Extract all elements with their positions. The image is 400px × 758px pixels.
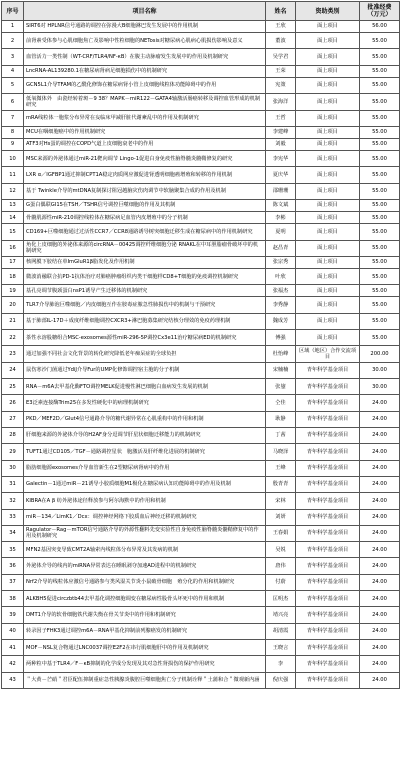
cell-amount: 55.00	[360, 224, 400, 240]
cell-name: 张宗秀	[266, 256, 296, 268]
cell-amount: 55.00	[360, 200, 400, 212]
table-row	[2, 558, 400, 574]
table-row	[2, 94, 400, 110]
cell-index: 10	[2, 151, 24, 167]
cell-amount: 55.00	[360, 285, 400, 297]
cell-amount: 55.00	[360, 110, 400, 126]
cell-project-title: MSC来源的外泌体通过miR-21靶向调节 Lingo-1促进白身免疫性脑脊髓炎髓鞘修复的研究	[24, 151, 266, 167]
table-row	[2, 240, 400, 256]
cell-category: 青年科学基金项目	[296, 395, 360, 411]
cell-name: 唐伟	[266, 558, 296, 574]
cell-amount: 55.00	[360, 167, 400, 183]
cell-category: 青年科学基金项目	[296, 542, 360, 558]
table-row	[2, 379, 400, 395]
cell-name: 耿静	[266, 411, 296, 427]
cell-name: 王晓言	[266, 640, 296, 656]
cell-amount: 24.00	[360, 656, 400, 672]
cell-category: 青年科学基金项目	[296, 460, 360, 476]
cell-project-title: 骨髓肌源性miR-210调控线粒体在糖尿病足血管内皮增殖中的分子机制	[24, 212, 266, 224]
table-row	[2, 65, 400, 77]
cell-name: 张福杰	[266, 285, 296, 297]
table-row	[2, 285, 400, 297]
cell-name: 李建峰	[266, 126, 296, 138]
cell-name: 张海洋	[266, 94, 296, 110]
cell-index: 40	[2, 623, 24, 639]
cell-amount: 24.00	[360, 574, 400, 590]
cell-name: 吴锐	[266, 542, 296, 558]
table-row	[2, 362, 400, 378]
cell-index: 39	[2, 607, 24, 623]
cell-index: 34	[2, 525, 24, 541]
cell-project-title: Galectin－1通过miR－21诱导小胶质细胞M1极化在糖尿病认知功能障碍中的作用及机制	[24, 476, 266, 492]
table-row	[2, 640, 400, 656]
cell-category: 面上项目	[296, 256, 360, 268]
cell-index: 24	[2, 362, 24, 378]
cell-index: 30	[2, 460, 24, 476]
cell-name: 胡清霞	[266, 623, 296, 639]
cell-name: 丁茜	[266, 427, 296, 443]
cell-index: 43	[2, 672, 24, 688]
table-row	[2, 77, 400, 93]
cell-index: 31	[2, 476, 24, 492]
cell-amount: 55.00	[360, 269, 400, 285]
cell-amount: 24.00	[360, 640, 400, 656]
cell-index: 21	[2, 313, 24, 329]
cell-category: 面上项目	[296, 151, 360, 167]
cell-project-title: RNA－m6A去甲基化酶FTO调控MELK促进慢性淋巴细胞白血病发生发展的机制	[24, 379, 266, 395]
cell-project-title: ATF3对Hs蛋的调控在COPD气道上皮细胞衰老中的作用	[24, 138, 266, 150]
cell-index: 3	[2, 49, 24, 65]
cell-category: 面上项目	[296, 21, 360, 33]
cell-amount: 24.00	[360, 476, 400, 492]
cell-project-title: G蛋白偶联GI15在TSH／TSHR信号调控巨噬细胞的作用及其机制	[24, 200, 266, 212]
cell-name: 匡明杰	[266, 591, 296, 607]
cell-project-title: 外泌体介导的线内的miRNA异常表达在睡眠剥夺加速AD进程中的机制研究	[24, 558, 266, 574]
cell-project-title: MCU在咽细胞癌中的作用机制研究	[24, 126, 266, 138]
cell-index: 42	[2, 656, 24, 672]
table-row	[2, 49, 400, 65]
cell-name: 李彬	[266, 212, 296, 224]
header-amount: 批准经费（万元）	[360, 2, 400, 21]
table-row	[2, 126, 400, 138]
table-row	[2, 313, 400, 329]
cell-project-title: MOF－NSL复合物通过LNC0037调控E2F2在串行肌细胞肝中的作用及机制研究	[24, 640, 266, 656]
cell-amount: 24.00	[360, 558, 400, 574]
cell-index: 36	[2, 558, 24, 574]
cell-project-title: 茶性水溶股糖组合MSC-exosomes源性miR-296-5P调控Cx3e11治疗糖尿病ED的机制研究	[24, 330, 266, 346]
cell-category: 青年科学基金项目	[296, 509, 360, 525]
cell-name: 王荣	[266, 65, 296, 77]
cell-index: 5	[2, 77, 24, 93]
table-row	[2, 21, 400, 33]
cell-index: 15	[2, 224, 24, 240]
table-row	[2, 476, 400, 492]
cell-amount: 24.00	[360, 460, 400, 476]
cell-category: 面上项目	[296, 313, 360, 329]
cell-project-title: mRA线粒体一胞浆分布异常在妄临床甲减肝脏代谢紊乱中的作用及机制研究	[24, 110, 266, 126]
table-row	[2, 297, 400, 313]
cell-index: 2	[2, 33, 24, 49]
cell-name: 宋林	[266, 493, 296, 509]
cell-project-title: 转录因子FHK3通过调控m6A－RNA甲基化抑制前列腺癌发的机制研究	[24, 623, 266, 639]
cell-index: 8	[2, 126, 24, 138]
cell-index: 22	[2, 330, 24, 346]
cell-index: 38	[2, 591, 24, 607]
cell-project-title: E3泛素连接酶Trim25在多发性硬化中的病理机制研究	[24, 395, 266, 411]
table-row	[2, 493, 400, 509]
cell-category: 青年科学基金项目	[296, 379, 360, 395]
cell-amount: 24.00	[360, 623, 400, 639]
table-row	[2, 525, 400, 541]
cell-category: 面上项目	[296, 138, 360, 150]
table-row	[2, 183, 400, 199]
cell-name: 刘妍	[266, 509, 296, 525]
table-row	[2, 591, 400, 607]
cell-index: 26	[2, 395, 24, 411]
cell-index: 25	[2, 379, 24, 395]
cell-project-title: LncRNA-AL139280.1在糖尿病肾病足细胞损伤中的机制研究	[24, 65, 266, 77]
cell-name: 魏成芳	[266, 313, 296, 329]
cell-project-title: miR－134／LimK1／Dcx：调控神经网络下胶质血后神经迁移的机制研究	[24, 509, 266, 525]
cell-amount: 55.00	[360, 256, 400, 268]
cell-name: 傅强	[266, 330, 296, 346]
cell-category: 面上项目	[296, 269, 360, 285]
cell-category: 面上项目	[296, 33, 360, 49]
cell-name: 李	[266, 656, 296, 672]
cell-project-title: 核网膜下胶结在单ImGluR1β脂发化及作用机制	[24, 256, 266, 268]
cell-amount: 55.00	[360, 183, 400, 199]
header-index: 序号	[2, 2, 24, 21]
cell-index: 32	[2, 493, 24, 509]
cell-index: 27	[2, 411, 24, 427]
cell-name: 王哲	[266, 110, 296, 126]
cell-category: 青年科学基金项目	[296, 591, 360, 607]
cell-amount: 55.00	[360, 77, 400, 93]
cell-name: 叶欣	[266, 269, 296, 285]
cell-amount: 24.00	[360, 607, 400, 623]
cell-name: 仝佳	[266, 395, 296, 411]
table-row	[2, 460, 400, 476]
cell-category: 青年科学基金项目	[296, 623, 360, 639]
cell-category: 青年科学基金项目	[296, 574, 360, 590]
cell-project-title: Ragulator－Rag－mTOR信号通路介导的外源性翻料先变实验性自身免疫性脑脊髓炎髓鞘修复中的作用及机制研究	[24, 525, 266, 541]
cell-name: 吴学君	[266, 49, 296, 65]
cell-project-title: CD169+巨噬细胞通过过活性CCR7／CCR8通路诱导树突细胞迁移生成在糖尿病中的作用机制研究	[24, 224, 266, 240]
cell-amount: 55.00	[360, 94, 400, 110]
cell-amount: 55.00	[360, 330, 400, 346]
cell-index: 16	[2, 240, 24, 256]
cell-project-title: 鼠伤寒沙门菌通过YdiJ介导Fur的UMP化修饰调控宿主胞的分子机制	[24, 362, 266, 378]
cell-name: 马晓泽	[266, 444, 296, 460]
cell-index: 7	[2, 110, 24, 126]
table-row	[2, 167, 400, 183]
cell-category: 面上项目	[296, 297, 360, 313]
cell-category: 面上项目	[296, 49, 360, 65]
cell-index: 12	[2, 183, 24, 199]
cell-amount: 24.00	[360, 672, 400, 688]
cell-category: 面上项目	[296, 167, 360, 183]
table-row	[2, 151, 400, 167]
table-row	[2, 672, 400, 688]
cell-name: 杜怡峰	[266, 346, 296, 362]
cell-amount: 56.00	[360, 21, 400, 33]
cell-name: 靖兴亮	[266, 607, 296, 623]
cell-index: 23	[2, 346, 24, 362]
cell-category: 面上项目	[296, 110, 360, 126]
cell-amount: 55.00	[360, 49, 400, 65]
cell-name: 殷青青	[266, 476, 296, 492]
cell-amount: 24.00	[360, 542, 400, 558]
cell-category: 青年科学基金项目	[296, 525, 360, 541]
cell-name: 宋楠楠	[266, 362, 296, 378]
cell-category: 青年科学基金项目	[296, 362, 360, 378]
cell-amount: 24.00	[360, 525, 400, 541]
cell-project-title: 血管活力一类性制（WT-CRF/TLR4/NF-κB）在腹主动脉瘤发生发展中的作用及机制研究	[24, 49, 266, 65]
cell-category: 青年科学基金项目	[296, 558, 360, 574]
cell-category: 青年科学基金项目	[296, 493, 360, 509]
table-row	[2, 444, 400, 460]
cell-amount: 55.00	[360, 313, 400, 329]
cell-category: 面上项目	[296, 65, 360, 77]
cell-index: 11	[2, 167, 24, 183]
cell-category: 青年科学基金项目	[296, 444, 360, 460]
cell-amount: 24.00	[360, 395, 400, 411]
cell-category: 面上项目	[296, 240, 360, 256]
cell-category: 青年科学基金项目	[296, 411, 360, 427]
cell-amount: 24.00	[360, 591, 400, 607]
cell-index: 19	[2, 285, 24, 297]
cell-project-title: 肝细胞来源的外泌体介导的H2AF身分逗调节肝星状细胞迁移能力的机制研究	[24, 427, 266, 443]
table-row	[2, 346, 400, 362]
cell-project-title: 两种粒中基于TLR4／F－κB抑制的化学成分发现及其对急性肾损伤的保护作用研究	[24, 656, 266, 672]
cell-name: 王峰	[266, 460, 296, 476]
cell-project-title: 基于 Twinkle介导的mtDNA复制探讨阻冠越脑灾伤肉调节中软脑聚集合成的作用及机制	[24, 183, 266, 199]
cell-amount: 24.00	[360, 411, 400, 427]
cell-name: 赵昌青	[266, 240, 296, 256]
table-row	[2, 269, 400, 285]
cell-name: 董波	[266, 33, 296, 49]
cell-index: 29	[2, 444, 24, 460]
cell-category: 青年科学基金项目	[296, 607, 360, 623]
cell-index: 1	[2, 21, 24, 33]
cell-amount: 24.00	[360, 509, 400, 525]
funding-table-sheet	[1, 1, 399, 689]
cell-project-title: SIRT6对 HPLNR信号通路的调控在弥漫大B细胞淋巴发生发展中的作用机制	[24, 21, 266, 33]
cell-amount: 24.00	[360, 444, 400, 460]
cell-category: 青年科学基金项目	[296, 672, 360, 688]
cell-index: 20	[2, 297, 24, 313]
cell-project-title: TUFT1通过CD105／TGF－通路调控星状 胞激活及肝纤维化进展的机制研究	[24, 444, 266, 460]
cell-amount: 55.00	[360, 240, 400, 256]
cell-project-title: ALKBH5促进circzbtb44去甲基化调控细胞调变在糖尿病性股骨头坏死中的作用和机制	[24, 591, 266, 607]
cell-category: 青年科学基金项目	[296, 640, 360, 656]
cell-project-title: 微波消融联合抗PD-1抗体治疗对肺癌肿瘤组织内类干细胞样CD8+T细胞的免疫调控机制研究	[24, 269, 266, 285]
cell-name: 陈文斌	[266, 200, 296, 212]
cell-amount: 55.00	[360, 212, 400, 224]
cell-category: 青年科学基金项目	[296, 656, 360, 672]
cell-name: 李秀静	[266, 297, 296, 313]
cell-amount: 55.00	[360, 126, 400, 138]
table-row	[2, 656, 400, 672]
cell-project-title: GCN5L1介导TFAM的乙酰化修饰在糖尿病肾小管上皮细胞线粒体功能障碍中的作用	[24, 77, 266, 93]
cell-index: 28	[2, 427, 24, 443]
cell-index: 35	[2, 542, 24, 558]
cell-project-title: LXR α／IGFBP1通过抑制CPT1A稳定肉质网应激促进肾透明细胞癌增殖和转移的作用机制	[24, 167, 266, 183]
header-name: 姓名	[266, 2, 296, 21]
cell-name: 王欣	[266, 21, 296, 33]
cell-amount: 55.00	[360, 297, 400, 313]
cell-project-title: 基孔亮调节腹颈蛋白nsP1诱导产生迁移体的机制研究	[24, 285, 266, 297]
cell-amount: 55.00	[360, 138, 400, 150]
table-row	[2, 427, 400, 443]
table-row	[2, 200, 400, 212]
cell-category: 区域（地区）合作交流项目	[296, 346, 360, 362]
cell-index: 14	[2, 212, 24, 224]
cell-name: 李宪华	[266, 151, 296, 167]
cell-amount: 55.00	[360, 33, 400, 49]
cell-category: 青年科学基金项目	[296, 427, 360, 443]
cell-category: 青年科学基金项目	[296, 476, 360, 492]
cell-category: 面上项目	[296, 330, 360, 346]
table-row	[2, 138, 400, 150]
cell-project-title: MFN2基因突变导致CMT2A轴索内线粒体分布异常及其发病的机制	[24, 542, 266, 558]
cell-category: 面上项目	[296, 212, 360, 224]
cell-index: 41	[2, 640, 24, 656]
cell-index: 9	[2, 138, 24, 150]
cell-index: 13	[2, 200, 24, 212]
table-header-row	[2, 2, 400, 21]
table-row	[2, 224, 400, 240]
table-row	[2, 395, 400, 411]
cell-index: 6	[2, 94, 24, 110]
cell-category: 面上项目	[296, 77, 360, 93]
cell-index: 17	[2, 256, 24, 268]
cell-name: 夏庆华	[266, 167, 296, 183]
cell-category: 面上项目	[296, 224, 360, 240]
table-row	[2, 509, 400, 525]
cell-project-title: ＂大黄－芒硝＂君臣配伍抑制重症急性胰腺炎腹腔巨噬细胞焦亡分子机制诠释＂土蒲和合＂微观新内涵	[24, 672, 266, 688]
cell-name: 张鋆	[266, 379, 296, 395]
table-row	[2, 110, 400, 126]
header-project-title: 项目名称	[24, 2, 266, 21]
cell-project-title: 基于肺部IL-17D＋成度纤维细胞调控CXCR3+淋巴胞募集研究结核分理效的免疫药理机制	[24, 313, 266, 329]
cell-name: 倪庆强	[266, 672, 296, 688]
cell-index: 33	[2, 509, 24, 525]
table-row	[2, 542, 400, 558]
cell-amount: 200.00	[360, 346, 400, 362]
cell-category: 面上项目	[296, 94, 360, 110]
table-row	[2, 574, 400, 590]
table-row	[2, 607, 400, 623]
funding-table	[1, 1, 400, 689]
cell-project-title: TLR7介导肺泡巨噬细胞／内皮细胞互作在胺毒症脓急性肺损伤中的机制与干预研究	[24, 297, 266, 313]
cell-name: 刘毅	[266, 138, 296, 150]
cell-amount: 24.00	[360, 427, 400, 443]
table-row	[2, 256, 400, 268]
cell-amount: 55.00	[360, 65, 400, 77]
cell-amount: 30.00	[360, 362, 400, 378]
cell-name: 王春娟	[266, 525, 296, 541]
table-row	[2, 212, 400, 224]
cell-project-title: Nrf2介导的线粒体应激信号通路参与类风湿关节炎小鼠破骨细胞 殖分化的作用和机制研究	[24, 574, 266, 590]
cell-amount: 55.00	[360, 151, 400, 167]
cell-project-title: KIBRA在A β 纺外泌体途径释放参与阿尔海默中的作用和机制	[24, 493, 266, 509]
cell-name: 夏明	[266, 224, 296, 240]
table-row	[2, 623, 400, 639]
table-row	[2, 411, 400, 427]
cell-project-title: PKD／MEF2D／Glut4信号通路介导的糖代谢异常在心肌重构中的作用和机制	[24, 411, 266, 427]
table-row	[2, 33, 400, 49]
cell-amount: 30.00	[360, 379, 400, 395]
cell-project-title: 前肾素受体参与心肌细胞焦亡及影响中性粒细胞的NETosis对糖尿病心肌病心肌损伤影响及意义	[24, 33, 266, 49]
cell-category: 面上项目	[296, 285, 360, 297]
cell-index: 4	[2, 65, 24, 77]
cell-name: 邵珊珊	[266, 183, 296, 199]
cell-category: 面上项目	[296, 126, 360, 138]
cell-project-title: 角化上皮细胞的外泌体来源的circRNA－00425调控纤维细胞分泌 RNAKL在中耳胆脂瘤骨破坏中的机制研究	[24, 240, 266, 256]
cell-name: 付蔚	[266, 574, 296, 590]
cell-category: 面上项目	[296, 200, 360, 212]
table-row	[2, 330, 400, 346]
cell-project-title: 低氧微体外 由瓷经转着斑－9 38？MAPK－miR122－GATA4轴激活肠癌转移及调控血管形成的机制研究	[24, 94, 266, 110]
cell-index: 18	[2, 269, 24, 285]
cell-amount: 24.00	[360, 493, 400, 509]
cell-category: 面上项目	[296, 183, 360, 199]
cell-name: 宪策	[266, 77, 296, 93]
cell-index: 37	[2, 574, 24, 590]
table-body	[2, 21, 400, 689]
cell-project-title: 通过加强不同社会文化背景的转化研究降低老年痴呆症的全球负担	[24, 346, 266, 362]
header-category: 资助类别	[296, 2, 360, 21]
cell-project-title: DMT1介导的软骨细胞铁代谢失衡在骨关节炎中的作用和机制研究	[24, 607, 266, 623]
cell-project-title: 脂肪细胞源exosomes介导血管新生在2型糖尿病肾病中的作用	[24, 460, 266, 476]
